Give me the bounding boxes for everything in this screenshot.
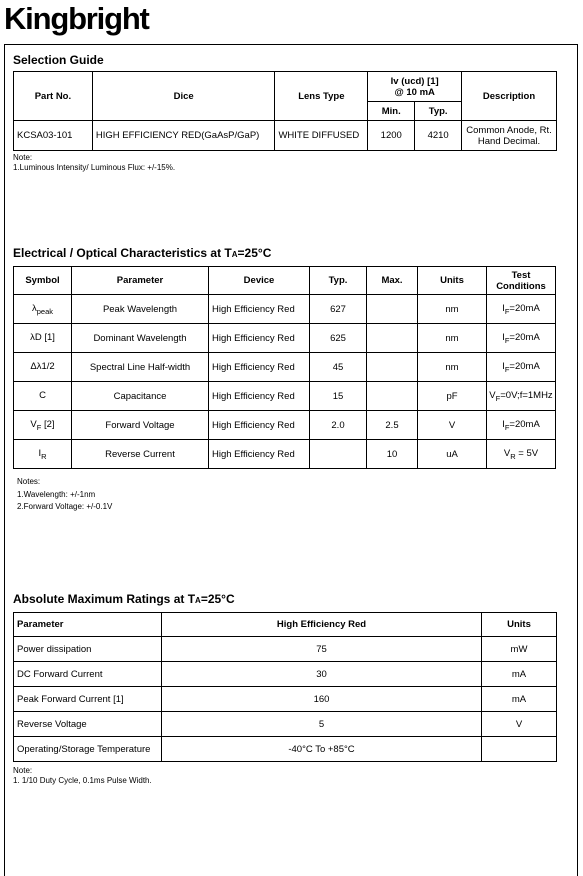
- table-row: [14, 440, 556, 469]
- cell-units: V: [418, 411, 487, 440]
- cell-symbol: [14, 324, 72, 353]
- cell-lens: WHITE DIFFUSED: [275, 121, 368, 151]
- cell-parameter: Reverse Current: [72, 440, 209, 469]
- cell-device: High Efficiency Red: [209, 324, 310, 353]
- cell-parameter: Reverse Voltage: [14, 712, 162, 737]
- note-line: 1.Wavelength: +/-1nm: [17, 489, 96, 499]
- cell-typ: 625: [310, 324, 367, 353]
- cell-units: V: [482, 712, 557, 737]
- header-iv: [368, 72, 462, 102]
- cell-typ: 45: [310, 353, 367, 382]
- note-line: 1.Luminous Intensity/ Luminous Flux: +/-15%.: [13, 163, 176, 172]
- cond-sub: F: [504, 422, 510, 432]
- symbol-main: Δλ1/2: [30, 360, 55, 372]
- absolute-notes: [13, 766, 152, 786]
- header-iv-line2: @ 10 mA: [394, 86, 435, 98]
- symbol-main: V: [30, 418, 37, 430]
- cell-parameter: DC Forward Current: [14, 662, 162, 687]
- cell-max: [367, 353, 418, 382]
- cell-part-no: KCSA03-101: [14, 121, 93, 151]
- cell-symbol: [14, 295, 72, 324]
- electrical-notes: [17, 476, 112, 514]
- header-units: Units: [418, 267, 487, 295]
- table-row: [14, 382, 556, 411]
- header-parameter: Parameter: [14, 613, 162, 637]
- symbol-sub: F: [36, 422, 42, 432]
- cell-parameter: Dominant Wavelength: [72, 324, 209, 353]
- title-text: Absolute Maximum Ratings at T: [13, 592, 196, 606]
- header-part-no: Part No.: [14, 72, 93, 121]
- table-row: [14, 662, 557, 687]
- symbol-main: λD [1]: [30, 331, 55, 343]
- cell-test-condition: [487, 295, 556, 324]
- cond-rest: =20mA: [509, 418, 540, 430]
- cell-symbol: [14, 440, 72, 469]
- cell-test-condition: [487, 411, 556, 440]
- cell-units: mA: [482, 687, 557, 712]
- cell-symbol: [14, 353, 72, 382]
- cell-value: 5: [162, 712, 482, 737]
- absolute-table: [13, 612, 557, 762]
- cond-main: I: [502, 302, 505, 314]
- cond-rest: =20mA: [509, 302, 540, 314]
- cell-max: [367, 295, 418, 324]
- header-device: Device: [209, 267, 310, 295]
- cell-max: [367, 324, 418, 353]
- cell-max: 10: [367, 440, 418, 469]
- title-suffix: =25°C: [200, 592, 235, 606]
- cell-device: High Efficiency Red: [209, 295, 310, 324]
- cell-test-condition: [487, 440, 556, 469]
- cond-sub: F: [504, 364, 510, 374]
- cell-description: [462, 121, 557, 151]
- cond-sub: R: [510, 451, 516, 461]
- cell-parameter: Peak Wavelength: [72, 295, 209, 324]
- cond-main: V: [489, 389, 496, 401]
- header-max: Max.: [367, 267, 418, 295]
- cell-parameter: Peak Forward Current [1]: [14, 687, 162, 712]
- brand-logo: Kingbright: [4, 1, 149, 36]
- symbol-main: I: [38, 447, 42, 459]
- cond-main: I: [502, 331, 505, 343]
- description-line1: Common Anode, Rt.: [466, 124, 552, 136]
- note-title: Note:: [13, 153, 33, 162]
- cell-units: nm: [418, 353, 487, 382]
- header-lens-type: Lens Type: [275, 72, 368, 121]
- absolute-title: [13, 592, 235, 606]
- cond-rest: =0V;f=1MHz: [500, 389, 553, 401]
- selection-notes: [13, 153, 175, 173]
- cell-device: High Efficiency Red: [209, 353, 310, 382]
- cell-value: 160: [162, 687, 482, 712]
- cell-units: nm: [418, 295, 487, 324]
- symbol-main: C: [39, 389, 46, 401]
- selection-guide-table: [13, 71, 557, 151]
- header-test-conditions: Test Conditions: [487, 267, 556, 295]
- cell-test-condition: [487, 382, 556, 411]
- cell-parameter: Power dissipation: [14, 637, 162, 662]
- header-parameter: Parameter: [72, 267, 209, 295]
- title-suffix: =25°C: [237, 246, 272, 260]
- cell-max: [367, 382, 418, 411]
- cell-units: mA: [482, 662, 557, 687]
- header-iv-line1: Iv (ucd) [1]: [390, 75, 439, 87]
- symbol-main: λ: [31, 302, 37, 314]
- cell-typ: 627: [310, 295, 367, 324]
- cell-units: uA: [418, 440, 487, 469]
- header-device: High Efficiency Red: [162, 613, 482, 637]
- header-symbol: Symbol: [14, 267, 72, 295]
- cond-sub: F: [495, 393, 501, 403]
- cell-value: 75: [162, 637, 482, 662]
- note-title: Note:: [13, 766, 33, 775]
- cond-rest: =20mA: [509, 360, 540, 372]
- cell-units: mW: [482, 637, 557, 662]
- cell-units: [482, 737, 557, 762]
- cell-parameter: Spectral Line Half-width: [72, 353, 209, 382]
- description-line2: Hand Decimal.: [477, 135, 541, 147]
- title-subscript: A: [195, 596, 201, 605]
- cond-rest: = 5V: [515, 447, 539, 459]
- cell-device: High Efficiency Red: [209, 382, 310, 411]
- cell-parameter: Forward Voltage: [72, 411, 209, 440]
- table-row: [14, 121, 557, 151]
- cell-device: High Efficiency Red: [209, 411, 310, 440]
- cond-sub: F: [504, 335, 510, 345]
- table-row: [14, 353, 556, 382]
- cell-typ: 4210: [415, 121, 462, 151]
- cell-units: pF: [418, 382, 487, 411]
- title-text: Electrical / Optical Characteristics at T: [13, 246, 232, 260]
- cond-rest: =20mA: [509, 331, 540, 343]
- cell-parameter: Capacitance: [72, 382, 209, 411]
- cell-test-condition: [487, 353, 556, 382]
- note-line: 1. 1/10 Duty Cycle, 0.1ms Pulse Width.: [13, 776, 152, 785]
- cell-symbol: [14, 382, 72, 411]
- cell-typ: 15: [310, 382, 367, 411]
- cell-typ: [310, 440, 367, 469]
- table-row: [14, 687, 557, 712]
- table-row: [14, 737, 557, 762]
- cell-max: 2.5: [367, 411, 418, 440]
- selection-guide-title: Selection Guide: [13, 53, 104, 67]
- cell-value: 30: [162, 662, 482, 687]
- cond-main: I: [502, 418, 505, 430]
- note-line: 2.Forward Voltage: +/-0.1V: [17, 502, 113, 511]
- table-row: [14, 637, 557, 662]
- symbol-sub: R: [41, 451, 47, 461]
- cell-symbol: [14, 411, 72, 440]
- table-row: [14, 295, 556, 324]
- header-typ: Typ.: [415, 102, 462, 121]
- note-title: Notes:: [17, 477, 41, 486]
- table-row: [14, 411, 556, 440]
- header-min: Min.: [368, 102, 415, 121]
- cell-value: -40°C To +85°C: [162, 737, 482, 762]
- cond-main: I: [502, 360, 505, 372]
- electrical-title: [13, 246, 271, 260]
- cell-min: 1200: [368, 121, 415, 151]
- header-units: Units: [482, 613, 557, 637]
- cond-main: V: [503, 447, 511, 459]
- table-row: [14, 712, 557, 737]
- cond-sub: F: [504, 306, 510, 316]
- cell-device: High Efficiency Red: [209, 440, 310, 469]
- cell-dice: HIGH EFFICIENCY RED(GaAsP/GaP): [92, 121, 275, 151]
- symbol-rest: [2]: [41, 418, 55, 430]
- title-subscript: A: [231, 250, 238, 259]
- cell-units: nm: [418, 324, 487, 353]
- cell-typ: 2.0: [310, 411, 367, 440]
- header-typ: Typ.: [310, 267, 367, 295]
- cell-parameter: Operating/Storage Temperature: [14, 737, 162, 762]
- header-description: Description: [462, 72, 557, 121]
- cell-test-condition: [487, 324, 556, 353]
- electrical-table: [13, 266, 556, 469]
- table-row: [14, 324, 556, 353]
- header-dice: Dice: [92, 72, 275, 121]
- symbol-sub: peak: [36, 306, 53, 316]
